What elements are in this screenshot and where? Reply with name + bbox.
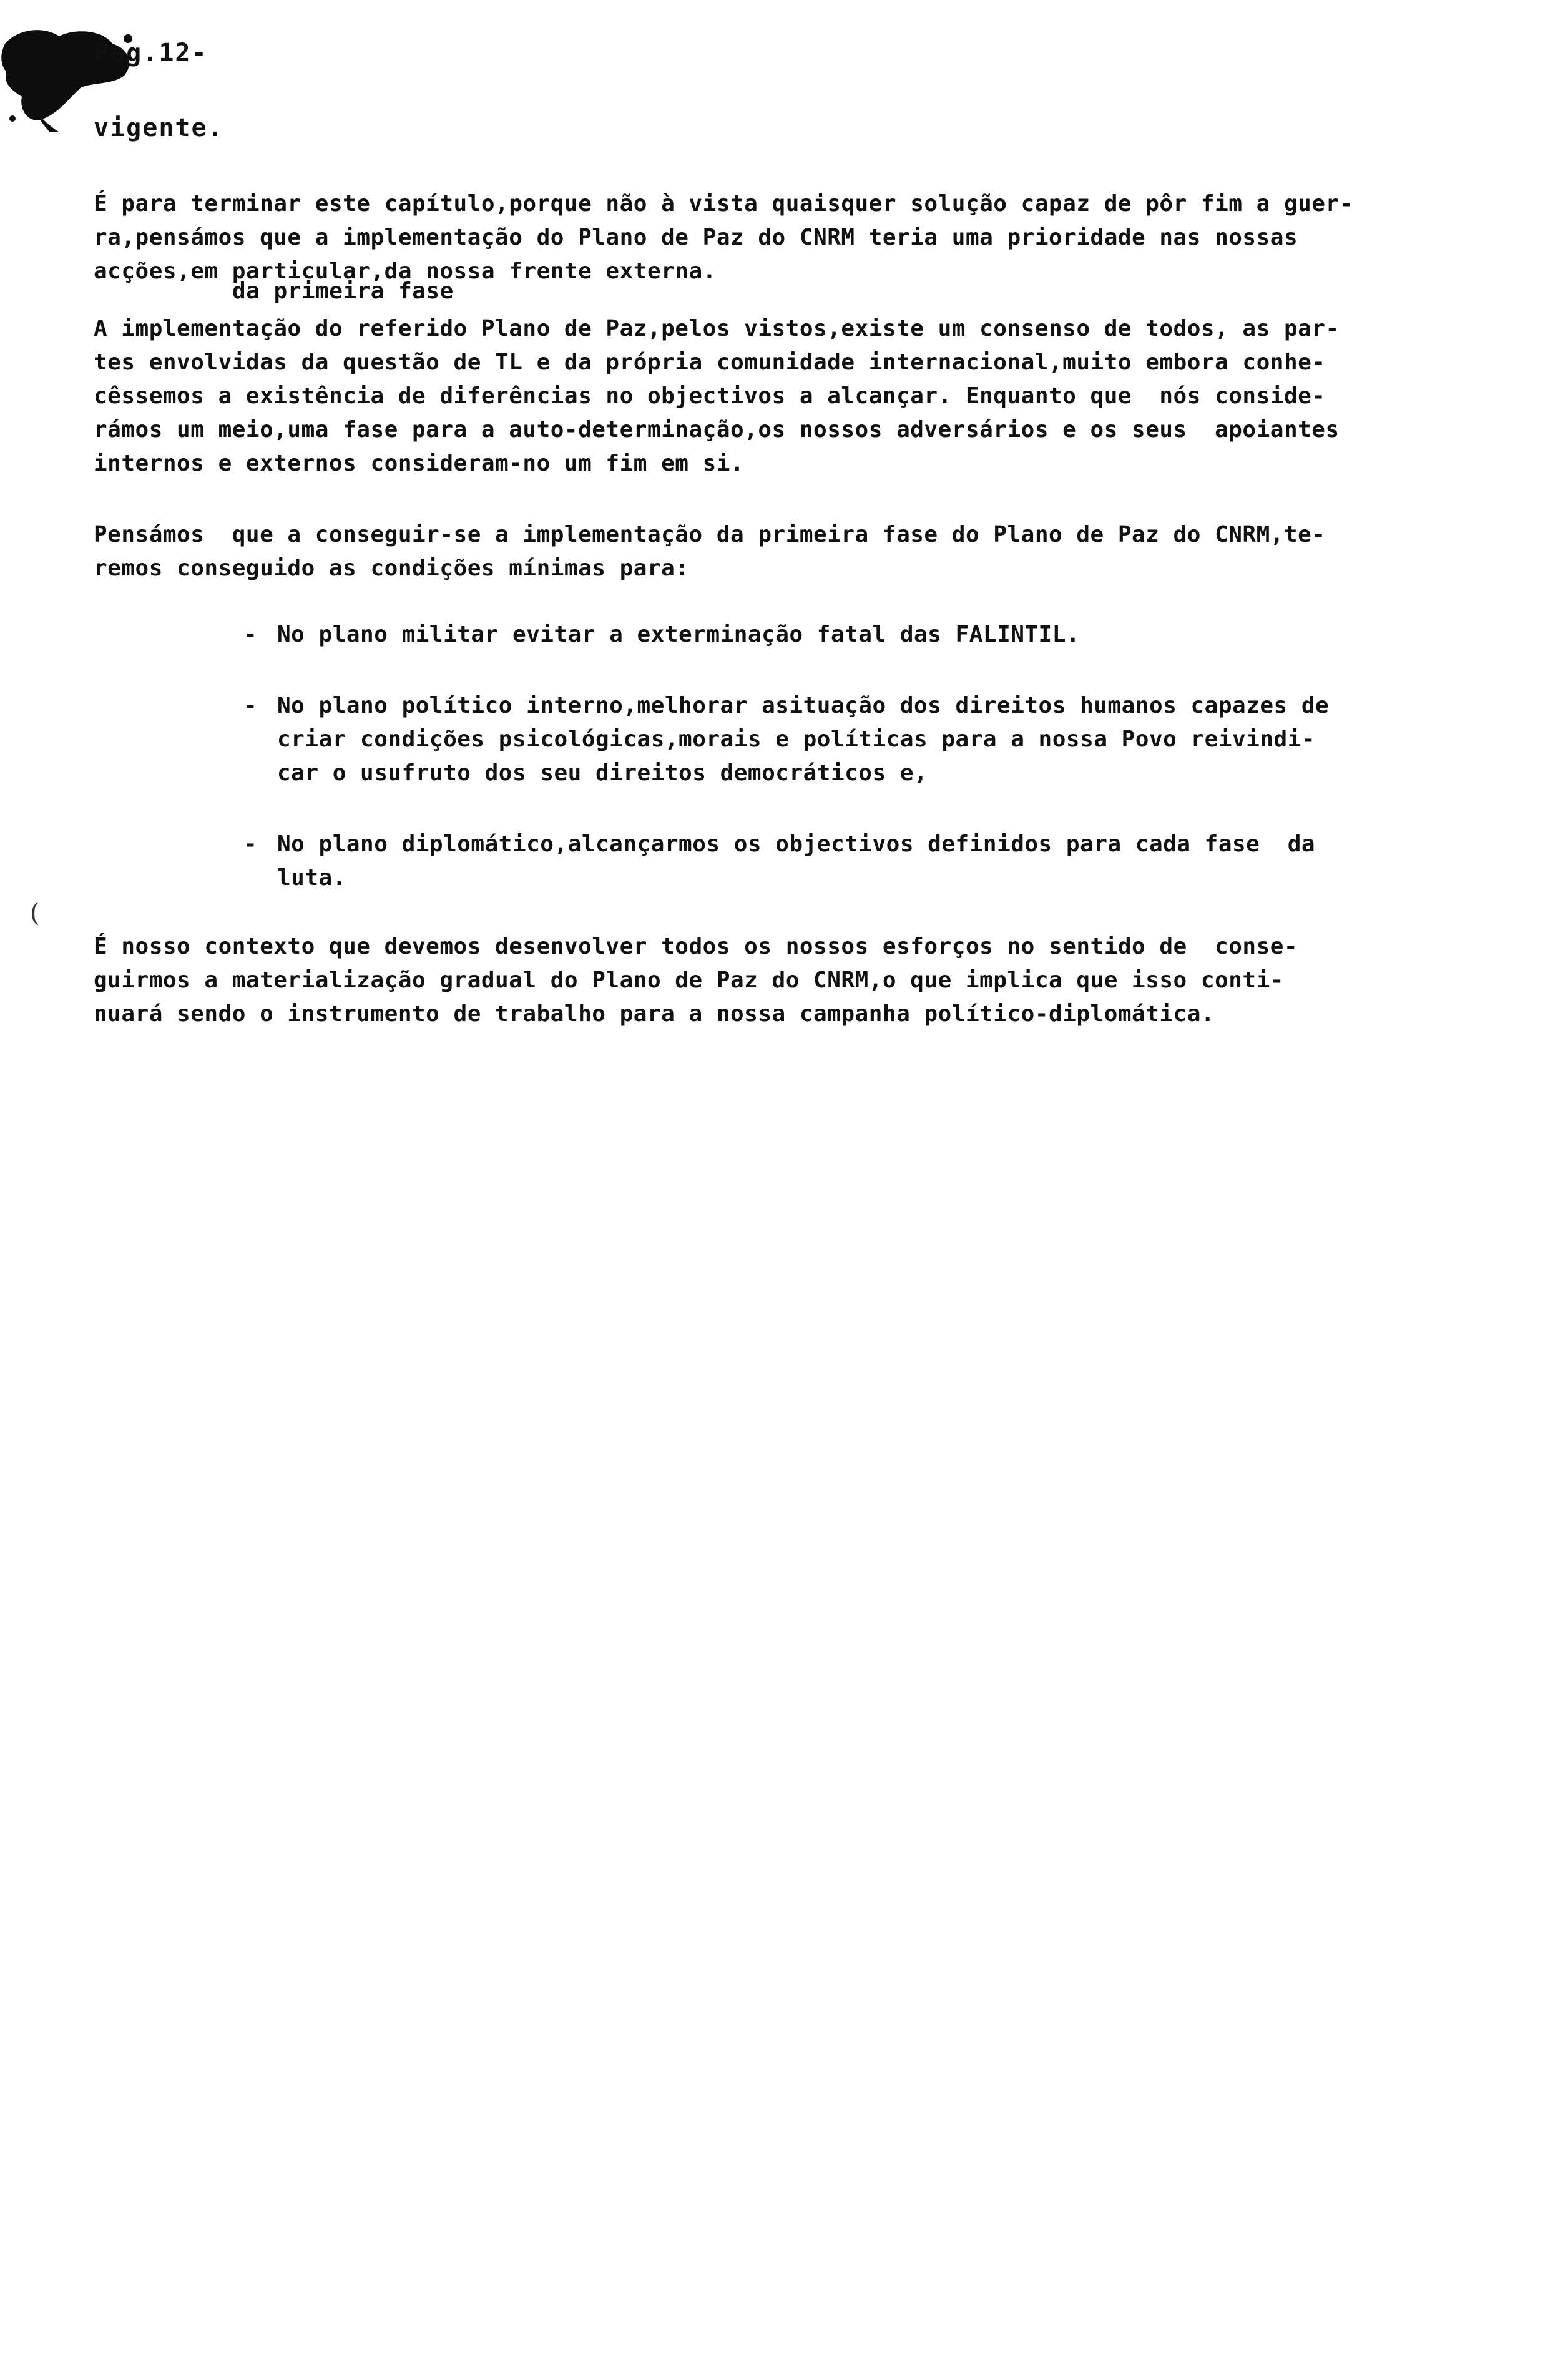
paragraph-2-insertion: da primeira fase (232, 278, 454, 304)
bullet-dash: - (243, 693, 258, 718)
list-item (243, 618, 1529, 652)
bullet-dash: - (243, 622, 258, 647)
list-item (243, 828, 1529, 895)
paragraph-4: É nosso contexto que devemos desenvolver todos os nossos esforços no sentido de conse- guirmos a materialização gradual do Plano de Paz do CNRM,o que implica que isso conti- nuará sendo o instrumento de trabalho para a nossa campanha político-diplomática. (94, 934, 1298, 1027)
bullet-dash: - (243, 831, 258, 857)
list-item-text: No plano militar evitar a exterminação fatal das FALINTIL. (277, 622, 1080, 647)
paragraph-2: A implementação do referido Plano de Paz,pelos vistos,existe um consenso de todos, as par- tes envolvidas da questão de TL e da própria comunidade internacional,muito embora conhe- cêssemos a existência de diferências no objectivos a alcançar. Enquanto que nós conside- rámos um meio,uma fase para a auto-determinação,os nossos adversários e os seus apoiantes internos e externos consideram-no um fim em si. (94, 316, 1340, 476)
paragraph-3: Pensámos que a conseguir-se a implementação da primeira fase do Plano de Paz do CNRM,te- remos conseguido as condições mínimas para: (94, 522, 1326, 581)
margin-bracket-mark: ( (30, 899, 40, 927)
page-number: Pag.12- (94, 39, 208, 67)
paragraph-1: É para terminar este capítulo,porque não à vista quaisquer solução capaz de pôr fim a guer- ra,pensámos que a implementação do Plano de Paz do CNRM teria uma prioridade nas nossas acções,em particular,da nossa frente externa. (94, 191, 1353, 284)
conditions-list (243, 618, 1529, 895)
continuation-word: vigente. (94, 114, 224, 142)
list-item-text: No plano diplomático,alcançarmos os objectivos definidos para cada fase da luta. (277, 831, 1316, 891)
list-item-text: No plano político interno,melhorar asituação dos direitos humanos capazes de criar condições psicológicas,morais e políticas para a nossa Povo reivindi- car o usufruto dos seu direitos democráticos e, (277, 693, 1330, 786)
list-item (243, 689, 1529, 790)
